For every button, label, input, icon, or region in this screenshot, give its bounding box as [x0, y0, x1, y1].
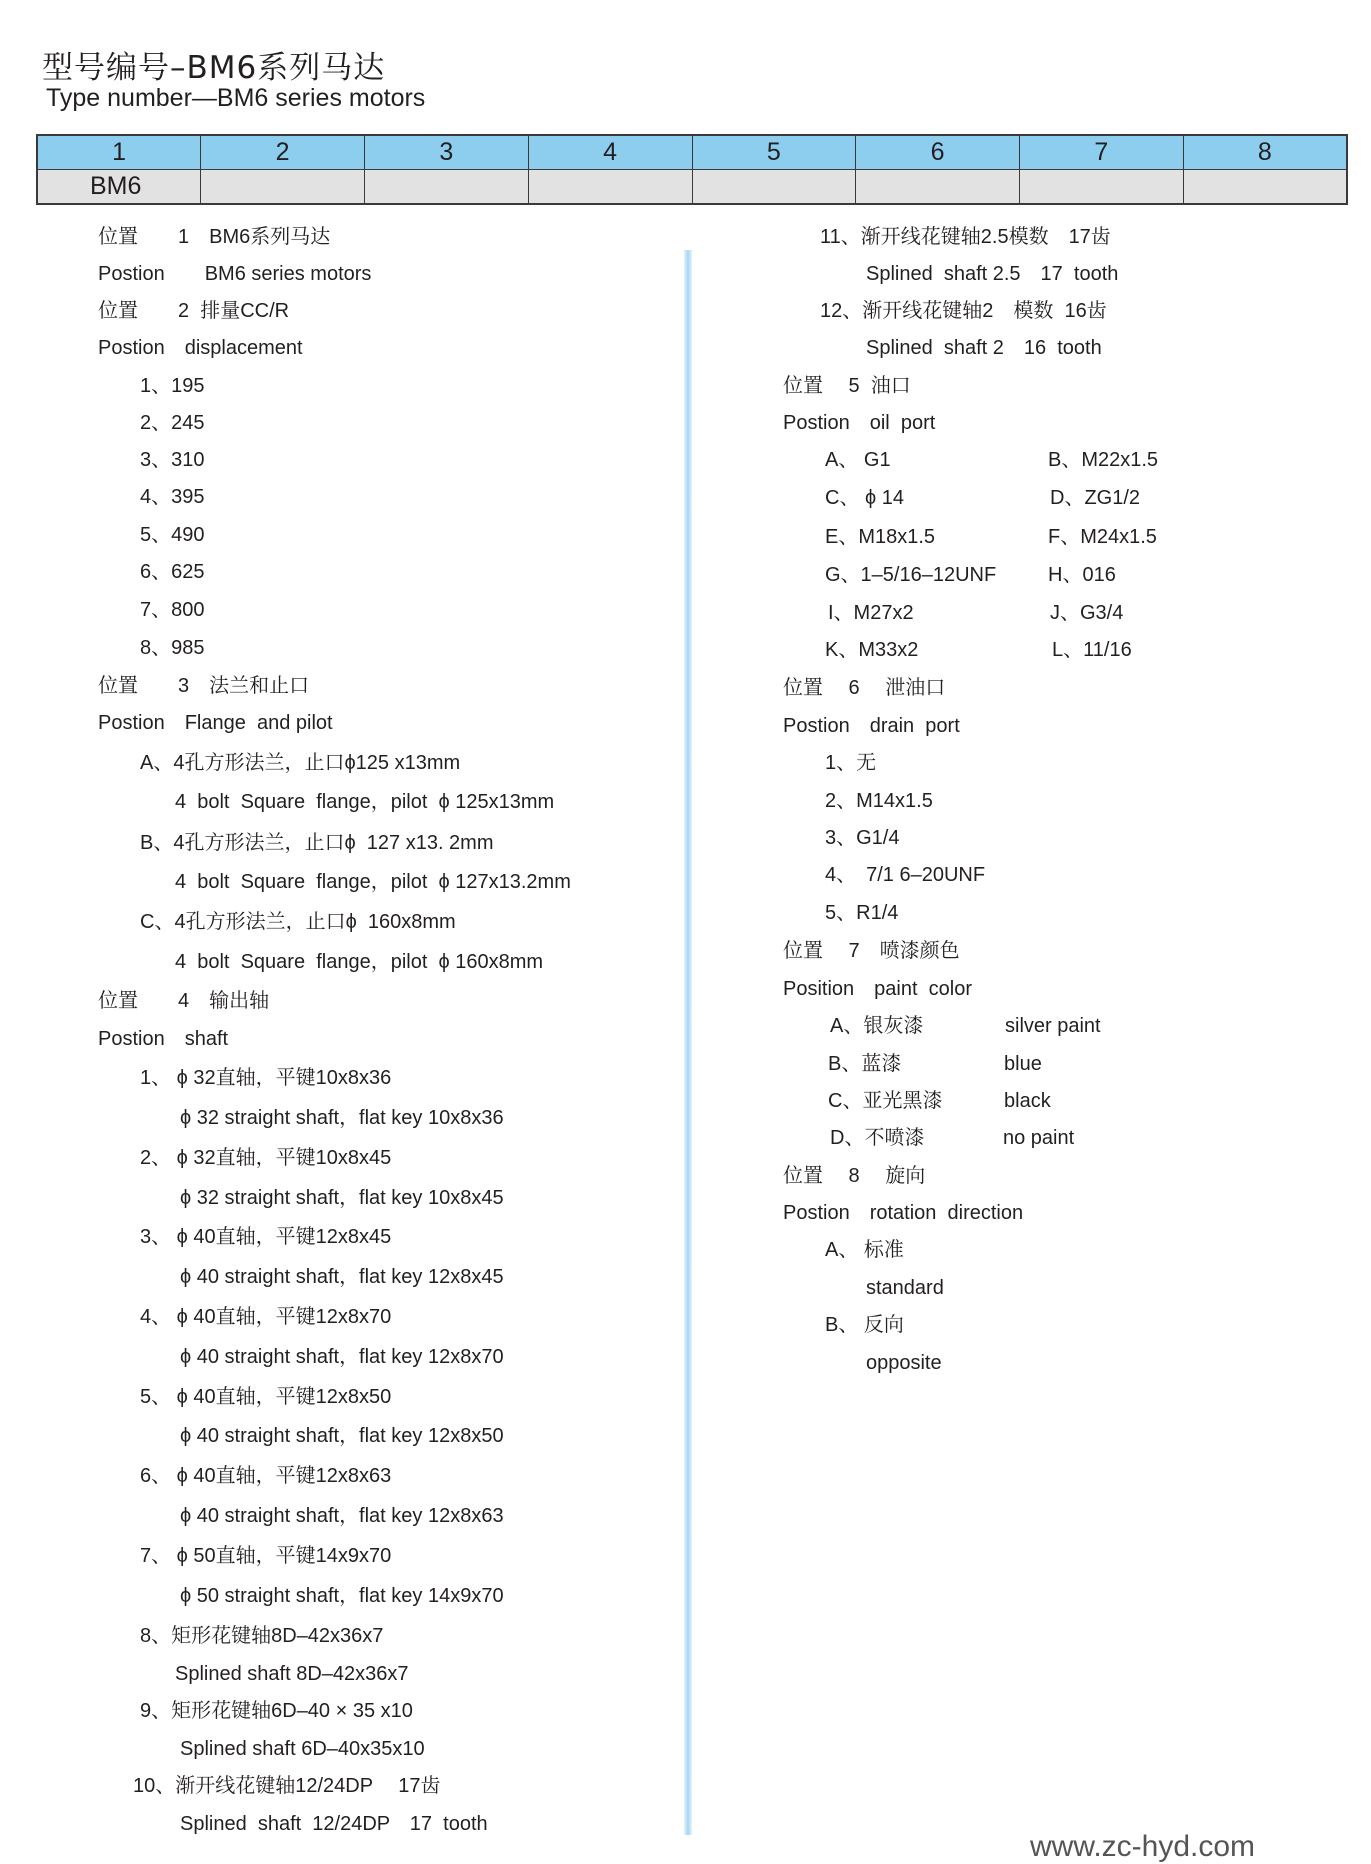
- left-line-6: 2、245: [140, 412, 205, 434]
- position-header-1: 1: [37, 135, 201, 170]
- left-line-12: 8、985: [140, 637, 205, 659]
- right-line-25: 5、R1/4: [825, 902, 899, 924]
- position-header-6: 6: [856, 135, 1020, 170]
- left-line-11: 7、800: [140, 599, 205, 621]
- left-line-16: 4 bolt Square flange，pilot ϕ 125x13mm: [175, 791, 555, 813]
- page-title-en: Type number—BM6 series motors: [46, 84, 426, 112]
- left-line-38: Splined shaft 8D–42x36x7: [175, 1663, 409, 1685]
- left-line-28: ϕ 40 straight shaft，flat key 12x8x45: [180, 1266, 504, 1288]
- left-line-9: 5、490: [140, 524, 205, 546]
- position-header-2: 2: [201, 135, 365, 170]
- left-line-24: ϕ 32 straight shaft，flat key 10x8x36: [180, 1107, 504, 1129]
- right-line-31: blue: [1004, 1053, 1042, 1075]
- left-line-32: ϕ 40 straight shaft，flat key 12x8x50: [180, 1425, 504, 1447]
- page-title-cn: 型号编号–BM6系列马达: [42, 50, 386, 86]
- left-line-8: 4、395: [140, 486, 205, 508]
- right-line-19: 位置 6 泄油口: [783, 677, 946, 699]
- right-line-10: D、ZG1/2: [1050, 487, 1141, 509]
- right-line-40: B、 反向: [825, 1314, 904, 1336]
- left-line-29: 4、 ϕ 40直轴，平键12x8x70: [140, 1306, 392, 1328]
- right-line-17: K、M33x2: [825, 639, 919, 661]
- right-line-1: 11、渐开线花键轴2.5模数 17齿: [820, 226, 1111, 248]
- left-line-22: Postion shaft: [98, 1028, 229, 1050]
- right-line-7: A、 G1: [825, 449, 891, 471]
- left-line-27: 3、 ϕ 40直轴，平键12x8x45: [140, 1226, 392, 1248]
- left-line-41: 10、渐开线花键轴12/24DP 17齿: [133, 1775, 441, 1797]
- footer-website: www.zc-hyd.com: [1030, 1830, 1256, 1863]
- right-line-18: L、11/16: [1052, 639, 1132, 661]
- left-line-2: Postion BM6 series motors: [98, 263, 372, 285]
- position-value-4: [528, 170, 692, 205]
- table-header-row: [37, 135, 1347, 170]
- right-line-41: opposite: [866, 1352, 942, 1374]
- left-line-10: 6、625: [140, 561, 205, 583]
- right-line-6: Postion oil port: [783, 412, 936, 434]
- right-line-39: standard: [866, 1277, 944, 1299]
- left-line-25: 2、 ϕ 32直轴，平键10x8x45: [140, 1147, 392, 1169]
- right-line-23: 3、G1/4: [825, 827, 900, 849]
- left-line-4: Postion displacement: [98, 337, 303, 359]
- right-line-38: A、 标准: [825, 1239, 904, 1261]
- position-value-6: [856, 170, 1020, 205]
- left-line-3: 位置 2 排量CC/R: [98, 300, 290, 322]
- left-line-5: 1、195: [140, 375, 205, 397]
- left-line-33: 6、 ϕ 40直轴，平键12x8x63: [140, 1465, 392, 1487]
- column-divider: [684, 250, 692, 1835]
- left-line-37: 8、矩形花键轴8D–42x36x7: [140, 1625, 384, 1647]
- right-line-34: D、不喷漆: [830, 1127, 925, 1149]
- left-line-31: 5、 ϕ 40直轴，平键12x8x50: [140, 1386, 392, 1408]
- right-line-21: 1、无: [825, 752, 877, 774]
- left-line-34: ϕ 40 straight shaft，flat key 12x8x63: [180, 1505, 504, 1527]
- left-line-1: 位置 1 BM6系列马达: [98, 226, 331, 248]
- right-line-35: no paint: [1003, 1127, 1075, 1149]
- left-line-23: 1、 ϕ 32直轴，平键10x8x36: [140, 1067, 392, 1089]
- position-value-3: [365, 170, 529, 205]
- right-line-15: I、M27x2: [828, 602, 914, 624]
- right-line-11: E、M18x1.5: [825, 526, 936, 548]
- position-value-2: [201, 170, 365, 205]
- right-line-12: F、M24x1.5: [1048, 526, 1157, 548]
- right-line-29: silver paint: [1005, 1015, 1101, 1037]
- left-line-20: 4 bolt Square flange，pilot ϕ 160x8mm: [175, 951, 544, 973]
- left-line-7: 3、310: [140, 449, 205, 471]
- right-line-2: Splined shaft 2.5 17 tooth: [866, 263, 1119, 285]
- right-line-26: 位置 7 喷漆颜色: [783, 940, 960, 962]
- position-value-1: BM6: [37, 170, 201, 205]
- right-line-14: H、016: [1048, 564, 1116, 586]
- right-line-32: C、亚光黑漆: [828, 1090, 943, 1112]
- left-line-13: 位置 3 法兰和止口: [98, 675, 310, 697]
- position-header-4: 4: [528, 135, 692, 170]
- right-line-20: Postion drain port: [783, 715, 960, 737]
- right-line-4: Splined shaft 2 16 tooth: [866, 337, 1102, 359]
- right-line-13: G、1–5/16–12UNF: [825, 564, 997, 586]
- left-line-17: B、4孔方形法兰，止口ϕ 127 x13. 2mm: [140, 832, 494, 854]
- right-line-3: 12、渐开线花键轴2 模数 16齿: [820, 300, 1107, 322]
- position-header-3: 3: [365, 135, 529, 170]
- right-line-8: B、M22x1.5: [1048, 449, 1159, 471]
- type-code-table: [36, 134, 1348, 205]
- left-line-36: ϕ 50 straight shaft，flat key 14x9x70: [180, 1585, 504, 1607]
- left-line-26: ϕ 32 straight shaft，flat key 10x8x45: [180, 1187, 504, 1209]
- right-line-9: C、 ϕ 14: [825, 487, 905, 509]
- right-line-5: 位置 5 油口: [783, 375, 911, 397]
- position-value-8: [1183, 170, 1347, 205]
- left-line-14: Postion Flange and pilot: [98, 712, 333, 734]
- left-line-15: A、4孔方形法兰，止口ϕ125 x13mm: [140, 752, 461, 774]
- position-value-7: [1020, 170, 1184, 205]
- left-line-19: C、4孔方形法兰，止口ϕ 160x8mm: [140, 911, 456, 933]
- right-line-22: 2、M14x1.5: [825, 790, 933, 812]
- right-line-16: J、G3/4: [1050, 602, 1124, 624]
- right-line-24: 4、 7/1 6–20UNF: [825, 864, 986, 886]
- left-line-39: 9、矩形花键轴6D–40 × 35 x10: [140, 1700, 413, 1722]
- position-header-8: 8: [1183, 135, 1347, 170]
- left-line-21: 位置 4 输出轴: [98, 990, 270, 1012]
- right-line-33: black: [1004, 1090, 1051, 1112]
- left-line-40: Splined shaft 6D–40x35x10: [180, 1738, 425, 1760]
- left-line-30: ϕ 40 straight shaft，flat key 12x8x70: [180, 1346, 504, 1368]
- left-line-42: Splined shaft 12/24DP 17 tooth: [180, 1813, 488, 1835]
- position-header-5: 5: [692, 135, 856, 170]
- left-line-35: 7、 ϕ 50直轴，平键14x9x70: [140, 1545, 392, 1567]
- table-value-row: [37, 170, 1347, 205]
- position-value-5: [692, 170, 856, 205]
- right-line-27: Position paint color: [783, 978, 972, 1000]
- right-line-36: 位置 8 旋向: [783, 1165, 926, 1187]
- right-line-30: B、蓝漆: [828, 1053, 902, 1075]
- right-line-28: A、银灰漆: [830, 1015, 924, 1037]
- right-line-37: Postion rotation direction: [783, 1202, 1024, 1224]
- left-line-18: 4 bolt Square flange，pilot ϕ 127x13.2mm: [175, 871, 571, 893]
- position-header-7: 7: [1020, 135, 1184, 170]
